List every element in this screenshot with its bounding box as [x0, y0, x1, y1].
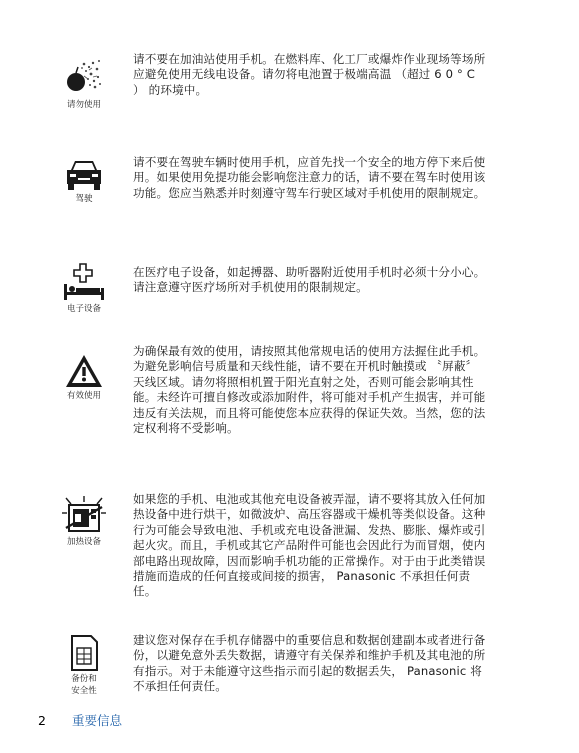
page-footer [38, 711, 122, 729]
section-text: 请不要在驾驶车辆时使用手机，应首先找一个安全的地方停下来后使用。如果使用免提功能会影响您注意力的话，请不要在驾车时使用该功能。您应当熟悉并时刻遵守驾车行驶区域对手机使用的限制规定。 [133, 155, 486, 200]
section-text: 为确保最有效的使用，请按照其他常规电话的使用方法握住此手机。为避免影响信号质量和天线性能，请不要在开机时触摸或 〝屏蔽〞天线区域。请勿将照相机置于阳光直射之处，否则可能会影响其性能。未经许可擅自修改或添加附件，将可能对手机产生损害，并可能违反有关法规，而且将可能使您本应获得的保证失效。当然，您的法定权利将不受影响。 [133, 344, 486, 436]
heating-device-icon [60, 495, 108, 535]
page-number: 2 [38, 713, 46, 728]
section-text: 在医疗电子设备，如起搏器、助听器附近使用手机时必须十分小心。请注意遵守医疗场所对手机使用的限制规定。 [133, 265, 486, 295]
electronics-icon-group [52, 262, 116, 315]
icon-label: 请勿使用 [66, 100, 101, 110]
warning-triangle-icon [64, 353, 104, 389]
footer-section-title: 重要信息 [71, 713, 122, 728]
icon-label: 有效使用 [66, 391, 101, 401]
icon-label: 驾驶 [75, 194, 93, 204]
icon-label: 加热设备 [66, 537, 101, 547]
section-text: 如果您的手机、电池或其他充电设备被弄湿，请不要将其放入任何加热设备中进行烘干，如微波炉、高压容器或干燥机等类似设备。这种行为可能会导致电池、手机或充电设备泄漏、发热、膨胀、爆炸或引起火灾。而且，手机或其它产品附件可能也会因此行为而冒烟，使内部电路出现故障，因而影响手机功能的正常操作。对于由于此类错误措施而造成的任何直接或间接的损害， Panasonic 不承担任何责任。 [133, 492, 486, 599]
icon-label: 电子设备 [66, 304, 101, 314]
hospital-bed-icon [62, 262, 106, 302]
icon-label: 备份和 安全性 [71, 674, 97, 696]
section-text: 请不要在加油站使用手机。在燃料库、化工厂或爆炸作业现场等场所应避免使用无线电设备。请勿将电池置于极端高温 （超过 6 0 ° C ） 的环境中。 [133, 52, 486, 97]
no-use-icon-group [52, 58, 116, 111]
sim-card-backup-icon [67, 634, 101, 672]
section-text: 建议您对保存在手机存储器中的重要信息和数据创建副本或者进行备份，以避免意外丢失数据，请遵守有关保养和维护手机及其电池的所有指示。对于未能遵守这些指示而引起的数据丢失， Panasonic 将不承担任何责任。 [133, 633, 486, 694]
driving-icon-group [52, 158, 116, 205]
backup-icon-group [52, 634, 116, 697]
car-icon [64, 158, 104, 192]
no-phone-explosive-icon [64, 58, 104, 98]
heating-icon-group [52, 495, 116, 548]
efficient-use-icon-group [52, 353, 116, 402]
